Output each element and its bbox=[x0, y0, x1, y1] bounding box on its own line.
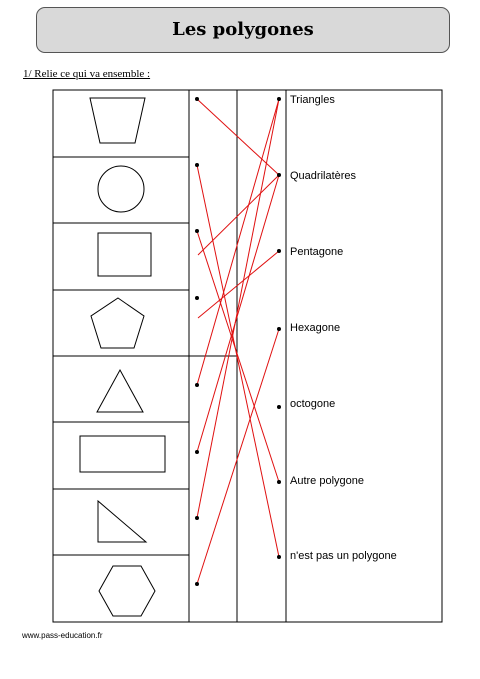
label-octogone: octogone bbox=[290, 398, 336, 410]
square-icon bbox=[98, 233, 151, 276]
label-autre-polygone: Autre polygone bbox=[290, 475, 364, 487]
left-dot[interactable] bbox=[195, 296, 199, 300]
right-triangle-icon bbox=[98, 501, 146, 542]
footer-site: www.pass-education.fr bbox=[22, 631, 103, 640]
rectangle-icon bbox=[80, 436, 165, 472]
label-triangles: Triangles bbox=[290, 94, 335, 106]
left-dot[interactable] bbox=[195, 229, 199, 233]
label-hexagone: Hexagone bbox=[290, 322, 341, 334]
answer-line bbox=[197, 165, 279, 557]
left-dot[interactable] bbox=[195, 383, 199, 387]
left-dot[interactable] bbox=[195, 450, 199, 454]
left-dot[interactable] bbox=[195, 516, 199, 520]
right-dot[interactable] bbox=[277, 555, 281, 559]
label-pas-polygone: n'est pas un polygone bbox=[290, 550, 397, 562]
right-dot[interactable] bbox=[277, 97, 281, 101]
trapezoid-icon bbox=[90, 98, 145, 143]
label-pentagone: Pentagone bbox=[290, 246, 344, 258]
exercise-instruction: 1/ Relie ce qui va ensemble : bbox=[23, 68, 151, 80]
right-dot[interactable] bbox=[277, 405, 281, 409]
left-dot[interactable] bbox=[195, 163, 199, 167]
label-quadrilateres: Quadrilatères bbox=[290, 170, 357, 182]
circle-icon bbox=[98, 166, 144, 212]
left-dot[interactable] bbox=[195, 582, 199, 586]
page-title: Les polygones bbox=[172, 19, 314, 40]
right-dot[interactable] bbox=[277, 480, 281, 484]
right-dot[interactable] bbox=[277, 249, 281, 253]
left-dot[interactable] bbox=[195, 97, 199, 101]
triangle-icon bbox=[97, 370, 143, 412]
right-dot[interactable] bbox=[277, 173, 281, 177]
answer-line bbox=[197, 99, 279, 385]
right-dot[interactable] bbox=[277, 327, 281, 331]
pentagon-icon bbox=[91, 298, 144, 348]
answer-line bbox=[197, 175, 279, 452]
answer-lines bbox=[197, 99, 279, 584]
hexagon-icon bbox=[99, 566, 155, 616]
